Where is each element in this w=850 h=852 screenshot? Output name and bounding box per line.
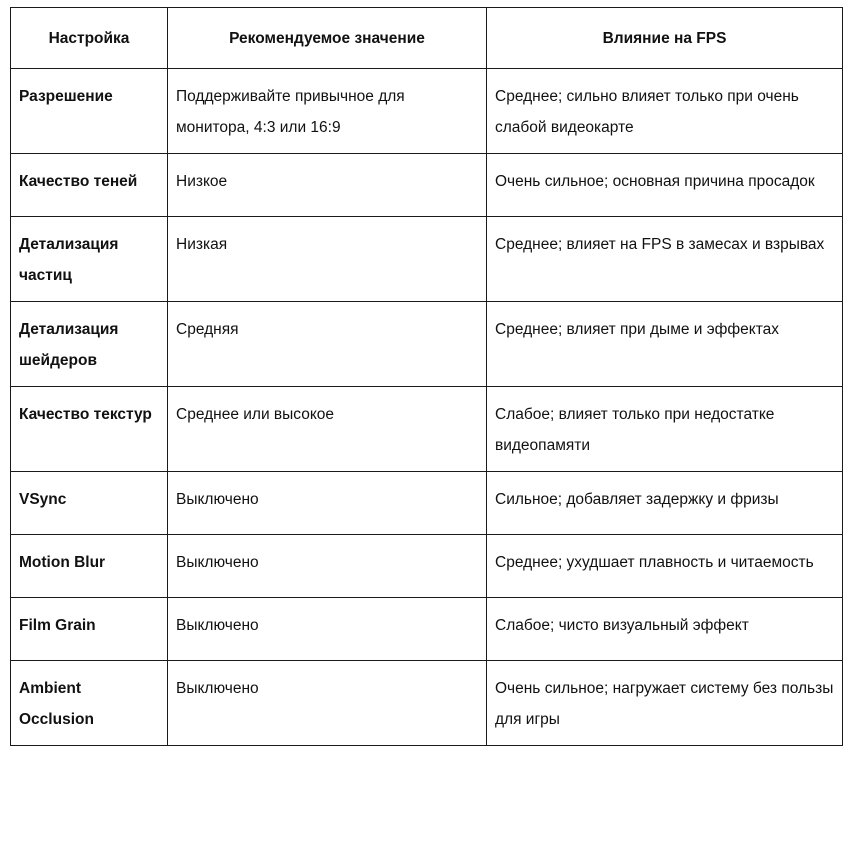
- fps-impact: Сильное; добавляет задержку и фризы: [487, 472, 843, 535]
- fps-impact: Слабое; влияет только при недостатке видеопамяти: [487, 387, 843, 472]
- table-row: [11, 154, 843, 217]
- setting-name: Детализация частиц: [11, 217, 168, 302]
- fps-impact: Слабое; чисто визуальный эффект: [487, 598, 843, 661]
- table-row: [11, 69, 843, 154]
- setting-name: Motion Blur: [11, 535, 168, 598]
- recommended-value: Низкая: [168, 217, 487, 302]
- table-header-row: [11, 8, 843, 69]
- recommended-value: Среднее или высокое: [168, 387, 487, 472]
- recommended-value: Выключено: [168, 661, 487, 746]
- header-setting: Настройка: [11, 8, 168, 69]
- fps-impact: Среднее; ухудшает плавность и читаемость: [487, 535, 843, 598]
- table-row: [11, 661, 843, 746]
- setting-name: VSync: [11, 472, 168, 535]
- recommended-value: Низкое: [168, 154, 487, 217]
- recommended-value: Выключено: [168, 472, 487, 535]
- recommended-value: Выключено: [168, 598, 487, 661]
- setting-name: Качество теней: [11, 154, 168, 217]
- recommended-value: Поддерживайте привычное для монитора, 4:3 или 16:9: [168, 69, 487, 154]
- settings-table-container: [10, 7, 843, 746]
- setting-name: Ambient Occlusion: [11, 661, 168, 746]
- table-row: [11, 217, 843, 302]
- fps-impact: Очень сильное; основная причина просадок: [487, 154, 843, 217]
- table-row: [11, 302, 843, 387]
- table-row: [11, 387, 843, 472]
- settings-table: [10, 7, 843, 746]
- fps-impact: Очень сильное; нагружает систему без пользы для игры: [487, 661, 843, 746]
- setting-name: Качество текстур: [11, 387, 168, 472]
- header-fps-impact: Влияние на FPS: [487, 8, 843, 69]
- setting-name: Film Grain: [11, 598, 168, 661]
- fps-impact: Среднее; влияет на FPS в замесах и взрывах: [487, 217, 843, 302]
- fps-impact: Среднее; сильно влияет только при очень слабой видеокарте: [487, 69, 843, 154]
- setting-name: Разрешение: [11, 69, 168, 154]
- fps-impact: Среднее; влияет при дыме и эффектах: [487, 302, 843, 387]
- recommended-value: Средняя: [168, 302, 487, 387]
- table-row: [11, 535, 843, 598]
- header-recommended-value: Рекомендуемое значение: [168, 8, 487, 69]
- table-row: [11, 598, 843, 661]
- table-row: [11, 472, 843, 535]
- setting-name: Детализация шейдеров: [11, 302, 168, 387]
- recommended-value: Выключено: [168, 535, 487, 598]
